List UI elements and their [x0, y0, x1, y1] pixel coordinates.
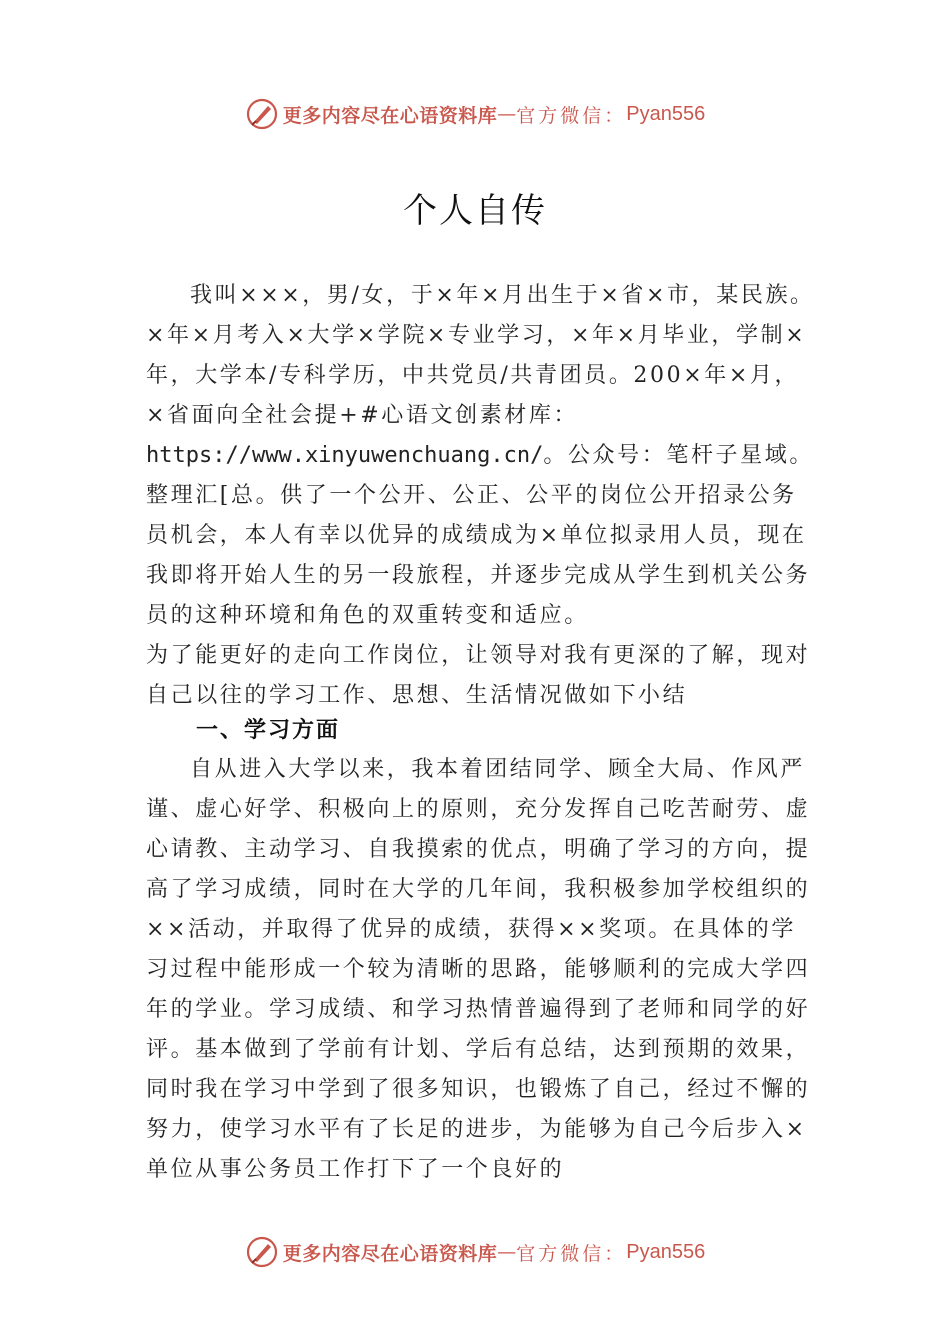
- banner-dash: —: [497, 103, 517, 125]
- quill-pen-circle-icon: [245, 1235, 279, 1269]
- intro-section: [146, 276, 818, 716]
- banner-wechat-label: 官方微信：: [516, 104, 627, 127]
- quill-pen-circle-icon: [245, 97, 279, 131]
- intro-tail: 。公众号：笔杆子星域。整理汇[总。供了一个公开、公正、公平的岗位公开招录公务员机会，本人有幸以优异的成绩成为×单位拟录用人员，现在我即将开始人生的另一段旅程，并逐步完成从学生到机关公务员的这种环境和角色的双重转变和适应。: [146, 443, 814, 628]
- intro-lead: 我叫×××，男/女，于×年×月出生于×省×市，某民族。×年×月考入×大学×学院×专业学习，×年×月毕业，学制×年，大学本/专科学历，中共党员/共青团员。200×年×月，×省面向全社会提+#心语文创素材库：: [146, 283, 815, 428]
- banner-main-text: 更多内容尽在心语资料库: [282, 1242, 498, 1265]
- intro-url: https://www.xinyuwenchuang.cn/: [146, 443, 544, 468]
- header-watermark-banner: [0, 94, 950, 134]
- summary-paragraph: 为了能更好的走向工作岗位，让领导对我有更深的了解，现对自己以往的学习工作、思想、生活情况做如下小结: [146, 643, 811, 708]
- intro-paragraph: [146, 276, 818, 636]
- study-paragraph: 自从进入大学以来，我本着团结同学、顾全大局、作风严谨、虚心好学、积极向上的原则，充分发挥自己吃苦耐劳、虚心请教、主动学习、自我摸索的优点，明确了学习的方向，提高了学习成绩，同时在大学的几年间，我积极参加学校组织的××活动，并取得了优异的成绩，获得××奖项。在具体的学习过程中能形成一个较为清晰的思路，能够顺利的完成大学四年的学业。学习成绩、和学习热情普遍得到了老师和同学的好评。基本做到了学前有计划、学后有总结，达到预期的效果，同时我在学习中学到了很多知识，也锻炼了自己，经过不懈的努力，使学习水平有了长足的进步，为能够为自己今后步入×单位从事公务员工作打下了一个良好的: [146, 757, 811, 1182]
- banner-wechat-label: 官方微信：: [516, 1242, 627, 1265]
- section-heading-study: 一、学习方面: [196, 718, 341, 743]
- study-section: [146, 750, 818, 1190]
- banner-dash: —: [497, 1241, 517, 1263]
- footer-watermark-banner: [0, 1232, 950, 1272]
- document-title: 个人自传: [403, 191, 547, 231]
- banner-wechat-id: Pyan556: [626, 1240, 706, 1263]
- banner-wechat-id: Pyan556: [626, 102, 706, 125]
- banner-main-text: 更多内容尽在心语资料库: [282, 104, 498, 127]
